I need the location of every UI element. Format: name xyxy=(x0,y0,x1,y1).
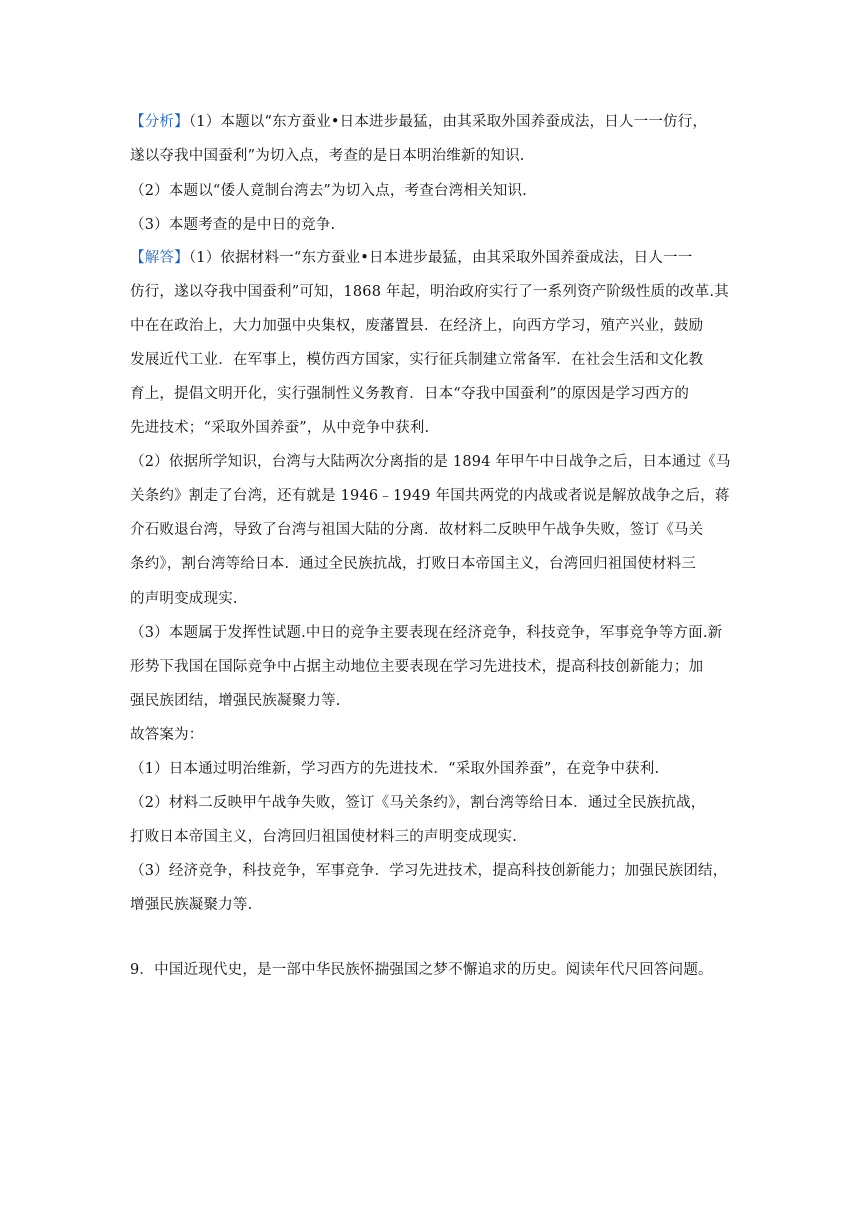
analysis-line-3: （2）本题以“倭人竟制台湾去”为切入点，考查台湾相关知识. xyxy=(130,183,527,199)
answer-line-8: 关条约》割走了台湾，还有就是 1946﹣1949 年国共两党的内战或者说是解放战争之后，蒋 xyxy=(130,488,730,504)
analysis-line-4: （3）本题考查的是中日的竞争. xyxy=(130,217,336,233)
question-9: 9．中国近现代史，是一部中华民族怀揣强国之梦不懈追求的历史。阅读年代尺回答问题。 xyxy=(130,962,713,978)
analysis-line-2: 遂以夺我中国蚕利”为切入点，考查的是日本明治维新的知识. xyxy=(130,148,525,164)
answer-line-14: 强民族团结，增强民族凝聚力等. xyxy=(130,693,341,709)
answer-line-4: 发展近代工业．在军事上，模仿西方国家，实行征兵制建立常备军．在社会生活和文化教 xyxy=(130,352,704,368)
analysis-label: 【分析】 xyxy=(130,114,189,130)
answer-line-7: （2）依据所学知识，台湾与大陆两次分离指的是 1894 年甲午中日战争之后，日本通过《马 xyxy=(130,454,731,470)
answer-line-12: （3）本题属于发挥性试题.中日的竞争主要表现在经济竞争，科技竞争，军事竞争等方面.新 xyxy=(130,625,723,641)
answer-line-11: 的声明变成现实. xyxy=(130,591,238,607)
answer-line-3: 中在在政治上，大力加强中央集权，废藩置县．在经济上，向西方学习，殖产兴业，鼓励 xyxy=(130,318,704,334)
answer-line-20: 增强民族凝聚力等. xyxy=(130,897,253,913)
answer-line-15: 故答案为： xyxy=(130,727,204,743)
answer-line-19: （3）经济竞争，科技竞争，军事竞争．学习先进技术，提高科技创新能力；加强民族团结， xyxy=(130,863,728,879)
answer-line-13: 形势下我国在国际竞争中占据主动地位主要表现在学习先进技术，提高科技创新能力；加 xyxy=(130,659,704,675)
answer-line-18: 打败日本帝国主义，台湾回归祖国使材料三的声明变成现实. xyxy=(130,829,518,845)
answer-line-16: （1）日本通过明治维新，学习西方的先进技术．“采取外国养蚕”，在竞争中获利. xyxy=(130,761,660,777)
answer-line-9: 介石败退台湾，导致了台湾与祖国大陆的分离．故材料二反映甲午战争失败，签订《马关 xyxy=(130,522,704,538)
answer-line-5: 育上，提倡文明开化，实行强制性义务教育．日本“夺我中国蚕利”的原因是学习西方的 xyxy=(130,386,690,402)
answer-line-2: 仿行，遂以夺我中国蚕利”可知，1868 年起，明治政府实行了一系列资产阶级性质的改革.其 xyxy=(130,284,729,300)
answer-line-10: 条约》，割台湾等给日本．通过全民族抗战，打败日本帝国主义，台湾回归祖国使材料三 xyxy=(130,556,697,572)
answer-line-6: 先进技术；“采取外国养蚕”，从中竞争中获利. xyxy=(130,420,430,436)
answer-label: 【解答】 xyxy=(130,250,189,266)
analysis-line-1: 【分析】（1）本题以“东方蚕业•日本进步最猛，由其采取外国养蚕成法，日人一一仿行， xyxy=(130,114,708,130)
answer-line-1: 【解答】（1）依据材料一“东方蚕业•日本进步最猛，由其采取外国养蚕成法，日人一一 xyxy=(130,250,693,266)
answer-line-17: （2）材料二反映甲午战争失败，签订《马关条约》，割台湾等给日本．通过全民族抗战， xyxy=(130,795,706,811)
